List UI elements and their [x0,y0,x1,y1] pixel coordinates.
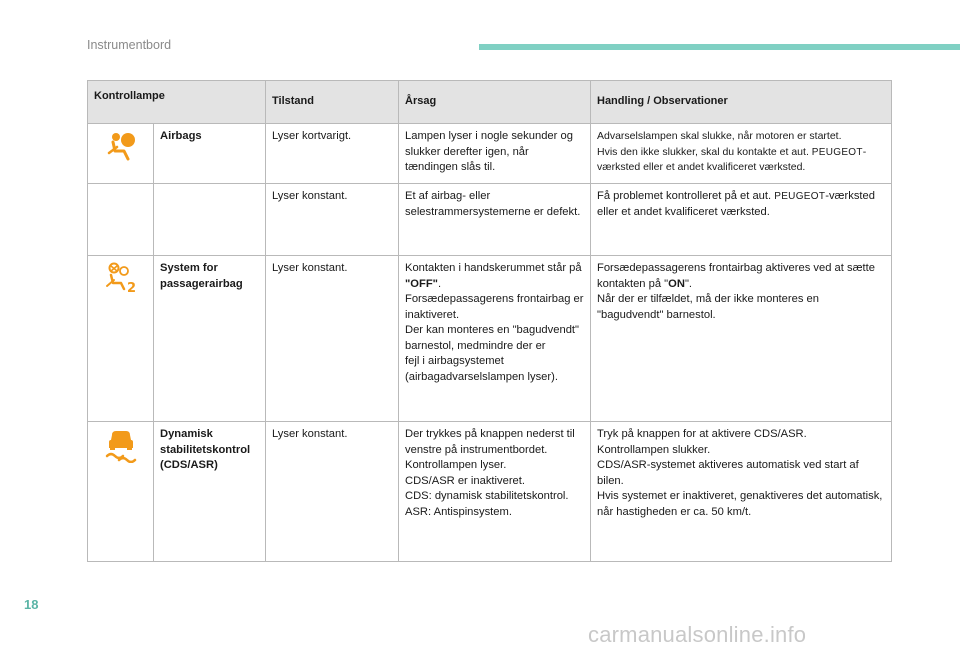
cause-text: Kontakten i handskerummet står på [405,262,582,274]
on-label: ON [668,277,685,290]
off-label: "OFF" [405,277,438,290]
state-cell: Lyser konstant. [266,422,399,562]
lamp-name: System for passagerairbag [154,256,266,422]
cause-text: Kontrollampen lyser. [405,459,507,471]
action-text: Forsædepassagerens frontairbag aktiveres ved at sætte kontakten på " [597,262,875,290]
cause-cell [399,422,591,562]
brand-name: PEUGEOT [774,191,826,202]
cause-text: Forsædepassagerens frontairbag er inaktiveret. [405,293,584,321]
action-text: Hvis den ikke slukker, skal du kontakte et aut. [597,145,809,158]
airbag-icon [94,129,147,163]
action-cell [591,256,892,422]
table-row [88,124,892,184]
accent-bar [479,44,960,50]
table-row [88,256,892,422]
cause-cell: Et af airbag- eller selestrammersystemerne er defekt. [399,184,591,256]
state-cell: Lyser konstant. [266,184,399,256]
action-text: ". [684,277,693,290]
cause-text: CDS/ASR er inaktiveret. [405,474,525,487]
stability-control-icon [94,427,147,463]
column-header-action: Handling / Observationer [591,81,892,124]
column-header-lamp: Kontrollampe [88,81,266,124]
page-number: 18 [24,597,39,612]
icon-cell [88,422,154,562]
action-cell [591,124,892,184]
cause-text: . [437,277,442,290]
cause-text: Der kan monteres en "bagudvendt" barnestol, medmindre der er [405,324,579,352]
action-text: Kontrollampen slukker. [597,443,711,456]
lamp-name: Airbags [154,124,266,184]
action-text: -værksted eller et andet kvalificeret værksted. [597,190,875,218]
lamp-name [154,184,266,256]
cause-text: CDS: dynamisk stabilitetskontrol. [405,490,569,502]
lamp-name: Dynamisk stabilitetskontrol (CDS/ASR) [154,422,266,562]
table-row [88,422,892,562]
cause-text: Der trykkes på knappen nederst til venstre på instrumentbordet. [405,428,575,456]
action-text: -værksted eller et andet kvalificeret værksted. [597,145,867,173]
cause-cell [399,256,591,422]
svg-text:2: 2 [126,281,136,295]
action-cell [591,184,892,256]
state-cell: Lyser konstant. [266,256,399,422]
cause-text: fejl i airbagsystemet (airbagadvarselslampen lyser). [405,355,558,383]
table-row [88,184,892,256]
brand-name: PEUGEOT [811,146,863,158]
action-text: Når der er tilfældet, må der ikke monteres en "bagudvendt" barnestol. [597,293,819,321]
state-cell: Lyser kortvarigt. [266,124,399,184]
icon-cell [88,184,154,256]
passenger-airbag-off-icon [94,261,147,295]
action-text: Tryk på knappen for at aktivere CDS/ASR. [597,428,807,440]
column-header-cause: Årsag [399,81,591,124]
action-text: Advarselslampen skal slukke, når motoren er startet. [597,130,842,142]
icon-cell [88,124,154,184]
cause-text: ASR: Antispinsystem. [405,505,512,518]
column-header-state: Tilstand [266,81,399,124]
action-text: Få problemet kontrolleret på et aut. [597,190,772,202]
icon-cell [88,256,154,422]
cause-cell: Lampen lyser i nogle sekunder og slukker derefter igen, når tændingen slås til. [399,124,591,184]
warning-lamp-table [87,80,892,562]
table-header-row [88,81,892,124]
watermark: carmanualsonline.info [588,622,807,647]
action-cell [591,422,892,562]
section-title: Instrumentbord [87,38,172,52]
action-text: Hvis systemet er inaktiveret, genaktiveres det automatisk, når hastigheden er ca. 50 km/t. [597,490,883,518]
action-text: CDS/ASR-systemet aktiveres automatisk ved start af bilen. [597,459,859,487]
